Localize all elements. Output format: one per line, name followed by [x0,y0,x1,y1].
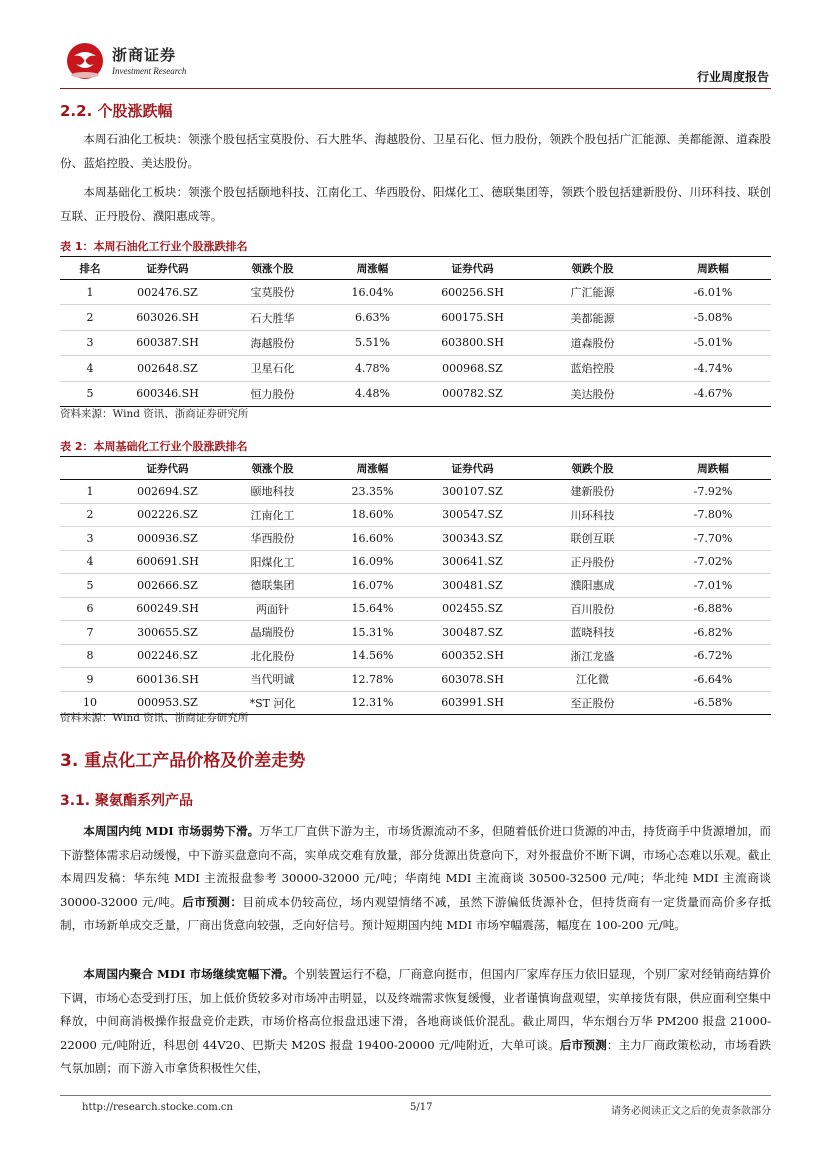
table-cell: -4.74% [655,356,771,381]
header-divider [60,88,771,89]
table-header-cell: 周跌幅 [655,457,771,480]
table-cell: -6.64% [655,668,771,692]
table-cell: 16.60% [330,527,415,551]
table-cell: 002648.SZ [120,356,215,381]
table-cell: 5.51% [330,330,415,355]
table-cell: -5.08% [655,305,771,330]
table-header-cell: 周跌幅 [655,257,771,280]
table-cell: 联创互联 [530,527,655,551]
table-1-caption: 表 1：本周石油化工行业个股涨跌排名 [60,240,248,253]
table-cell: 600387.SH [120,330,215,355]
brand-name-en: Investment Research [112,66,187,76]
table-row [60,550,771,574]
table-cell: 恒力股份 [215,381,330,406]
table-header-cell: 周涨幅 [330,257,415,280]
report-type-label: 行业周度报告 [696,70,769,84]
table-cell: 4.78% [330,356,415,381]
table-row [60,381,771,406]
table-cell: 广汇能源 [530,280,655,305]
section-3-1-para-2 [60,963,771,1081]
table-cell: 002694.SZ [120,480,215,504]
brand-logo-icon [66,42,104,80]
footer-disclaimer: 请务必阅读正文之后的免责条款部分 [611,1106,771,1117]
table-cell: 600249.SH [120,597,215,621]
table-2-header-row [60,457,771,480]
table-cell: 川环科技 [530,503,655,527]
table-cell: 百川股份 [530,597,655,621]
table-cell: 300107.SZ [415,480,530,504]
table-2-caption: 表 2：本周基础化工行业个股涨跌排名 [60,440,248,453]
table-header-cell: 证券代码 [120,457,215,480]
table-row [60,503,771,527]
table-cell: 晶瑞股份 [215,621,330,645]
table-cell: 23.35% [330,480,415,504]
table-row [60,356,771,381]
table-1-source: 资料来源：Wind 资讯、浙商证券研究所 [60,408,249,420]
table-cell: 300481.SZ [415,574,530,598]
table-cell: 300487.SZ [415,621,530,645]
table-cell: -6.82% [655,621,771,645]
table-header-cell: 证券代码 [120,257,215,280]
table-cell: 道森股份 [530,330,655,355]
table-header-cell: 领跌个股 [530,457,655,480]
table-cell: 300641.SZ [415,550,530,574]
section-2-2-heading: 2.2. 个股涨跌幅 [60,102,173,120]
table-cell: 600691.SH [120,550,215,574]
table-cell: -7.80% [655,503,771,527]
table-cell: 000782.SZ [415,381,530,406]
para-2-forecast-label: 后市预测 [559,1037,607,1052]
table-cell: 两面针 [215,597,330,621]
table-cell: 300547.SZ [415,503,530,527]
para-1-lead: 本周国内纯 MDI 市场弱势下滑。 [83,824,260,838]
table-1 [60,256,771,407]
table-cell: 阳煤化工 [215,550,330,574]
table-cell: 4 [60,356,120,381]
table-cell: -6.58% [655,691,771,715]
table-cell: 当代明诚 [215,668,330,692]
table-cell: 002246.SZ [120,644,215,668]
table-cell: 600175.SH [415,305,530,330]
section-3-1-para-1 [60,820,771,938]
table-cell: 002666.SZ [120,574,215,598]
table-cell: 002455.SZ [415,597,530,621]
para-2-forecast: ：主力厂商政策松动，市场看跌气氛加剧；而下游入市拿货积极性欠佳， [60,1037,771,1075]
table-cell: 3 [60,527,120,551]
para-1-forecast: 目前成本仍较高位，场内观望情绪不减，虽然下游偏低货源补仓，但持货商有一定货量而高价多存抵制，市场新单成交乏量，厂商出货意向较强，乏向好信号。预计短期国内纯 MDI 市场窄幅震荡，幅度在 100-200 元/吨。 [60,894,771,932]
page-number: 5/17 [410,1102,433,1113]
table-cell: 石大胜华 [215,305,330,330]
table-cell: 北化股份 [215,644,330,668]
para-1-body: 万华工厂直供下游为主，市场货源流动不多，但随着低价进口货源的冲击，持货商手中货源增加，而下游整体需求启动缓慢，中下游买盘意向不高，实单成交难有放量，部分货源出货意向下，对外报盘价不断下调，市场心态难以乐观。截止本周四发稿：华东纯 MDI 主流报盘参考 30000-32000 元/吨；华南纯 MDI 主流商谈 30500-32500 元/吨；华北纯 MDI 主流商谈 30000-32000 元/吨。 [60,824,771,909]
table-cell: 至正股份 [530,691,655,715]
table-cell: 600256.SH [415,280,530,305]
table-cell: 603800.SH [415,330,530,355]
table-cell: 宝莫股份 [215,280,330,305]
table-cell: 3 [60,330,120,355]
table-cell: -7.01% [655,574,771,598]
table-header-cell: 领涨个股 [215,457,330,480]
table-cell: 000936.SZ [120,527,215,551]
table-cell: 4 [60,550,120,574]
section-3-heading: 3. 重点化工产品价格及价差走势 [60,751,306,771]
table-cell: 16.09% [330,550,415,574]
table-row [60,644,771,668]
table-cell: -7.92% [655,480,771,504]
table-row [60,330,771,355]
table-cell: 002226.SZ [120,503,215,527]
table-row [60,668,771,692]
table-cell: 浙江龙盛 [530,644,655,668]
table-cell: 300655.SZ [120,621,215,645]
table-header-cell: 周涨幅 [330,457,415,480]
table-cell: 2 [60,503,120,527]
table-cell: -6.01% [655,280,771,305]
table-header-cell: 领跌个股 [530,257,655,280]
table-cell: *ST 河化 [215,691,330,715]
table-cell: -7.02% [655,550,771,574]
table-cell: 15.31% [330,621,415,645]
table-row [60,280,771,305]
table-cell: 德联集团 [215,574,330,598]
table-cell: 濮阳惠成 [530,574,655,598]
table-cell: 6 [60,597,120,621]
table-cell: 600352.SH [415,644,530,668]
table-cell: -7.70% [655,527,771,551]
table-cell: 正丹股份 [530,550,655,574]
table-cell: 15.64% [330,597,415,621]
table-cell: 建新股份 [530,480,655,504]
brand-name-cn: 浙商证券 [112,46,177,64]
table-cell: 5 [60,381,120,406]
table-cell: 000953.SZ [120,691,215,715]
table-2 [60,456,771,715]
table-cell: 14.56% [330,644,415,668]
table-header-cell: 证券代码 [415,257,530,280]
table-header-cell: 排名 [60,257,120,280]
table-cell: 8 [60,644,120,668]
table-2-source: 资料来源：Wind 资讯、浙商证券研究所 [60,712,249,724]
table-row [60,621,771,645]
footer-divider [60,1095,771,1096]
table-cell: 蓝焰控股 [530,356,655,381]
table-cell: 卫星石化 [215,356,330,381]
table-header-cell [60,457,120,480]
table-cell: -6.72% [655,644,771,668]
table-cell: 颐地科技 [215,480,330,504]
table-cell: 18.60% [330,503,415,527]
table-cell: 美都能源 [530,305,655,330]
table-cell: 美达股份 [530,381,655,406]
table-cell: 600136.SH [120,668,215,692]
table-cell: 16.07% [330,574,415,598]
table-cell: 603991.SH [415,691,530,715]
table-cell: 2 [60,305,120,330]
table-cell: 1 [60,280,120,305]
table-cell: 5 [60,574,120,598]
table-cell: 9 [60,668,120,692]
table-row [60,527,771,551]
section-3-1-heading: 3.1. 聚氨酯系列产品 [60,793,193,809]
table-cell: 6.63% [330,305,415,330]
table-cell: 江化微 [530,668,655,692]
section-2-2-para-2: 本周基础化工板块：领涨个股包括颐地科技、江南化工、华西股份、阳煤化工、德联集团等，领跌个股包括建新股份、川环科技、联创互联、正丹股份、濮阳惠成等。 [60,185,771,223]
table-cell: -5.01% [655,330,771,355]
table-header-cell: 领涨个股 [215,257,330,280]
table-cell: 600346.SH [120,381,215,406]
table-cell: 蓝晓科技 [530,621,655,645]
table-cell: 江南化工 [215,503,330,527]
table-cell: 10 [60,691,120,715]
table-cell: 300343.SZ [415,527,530,551]
table-cell: 7 [60,621,120,645]
table-cell: 12.78% [330,668,415,692]
table-header-cell: 证券代码 [415,457,530,480]
table-cell: 1 [60,480,120,504]
table-cell: 603078.SH [415,668,530,692]
table-cell: 12.31% [330,691,415,715]
table-row [60,574,771,598]
table-1-header-row [60,257,771,280]
table-cell: 603026.SH [120,305,215,330]
table-cell: 000968.SZ [415,356,530,381]
footer-url[interactable]: http://research.stocke.com.cn [82,1102,233,1113]
para-2-body: 个别装置运行不稳，厂商意向挺市，但国内厂家库存压力依旧显现，个别厂家对经销商结算价下调，市场心态受到打压，加上低价货较多对市场冲击明显，以及终端需求恢复缓慢，业者谨慎询盘观望，实单接货有限，供应面利空集中释放，中间商消极操作报盘竞价走跌，市场价格高位报盘迅速下滑，各地商谈低价混乱。截止周四，华东烟台万华 PM200 报盘 21000-22000 元/吨附近，科思创 44V20、巴斯夫 M20S 报盘 19400-20000 元/吨附近，大单可谈。 [60,967,771,1052]
table-row [60,305,771,330]
table-row [60,480,771,504]
para-2-lead: 本周国内聚合 MDI 市场继续宽幅下滑。 [83,967,295,981]
para-1-forecast-label: 后市预测： [182,894,243,909]
table-row [60,597,771,621]
table-cell: 海越股份 [215,330,330,355]
table-cell: 002476.SZ [120,280,215,305]
table-cell: 4.48% [330,381,415,406]
page-header [60,38,771,88]
table-cell: 16.04% [330,280,415,305]
table-cell: -4.67% [655,381,771,406]
section-2-2-para-1: 本周石油化工板块：领涨个股包括宝莫股份、石大胜华、海越股份、卫星石化、恒力股份，领跌个股包括广汇能源、美都能源、道森股份、蓝焰控股、美达股份。 [60,132,771,170]
table-cell: -6.88% [655,597,771,621]
table-cell: 华西股份 [215,527,330,551]
